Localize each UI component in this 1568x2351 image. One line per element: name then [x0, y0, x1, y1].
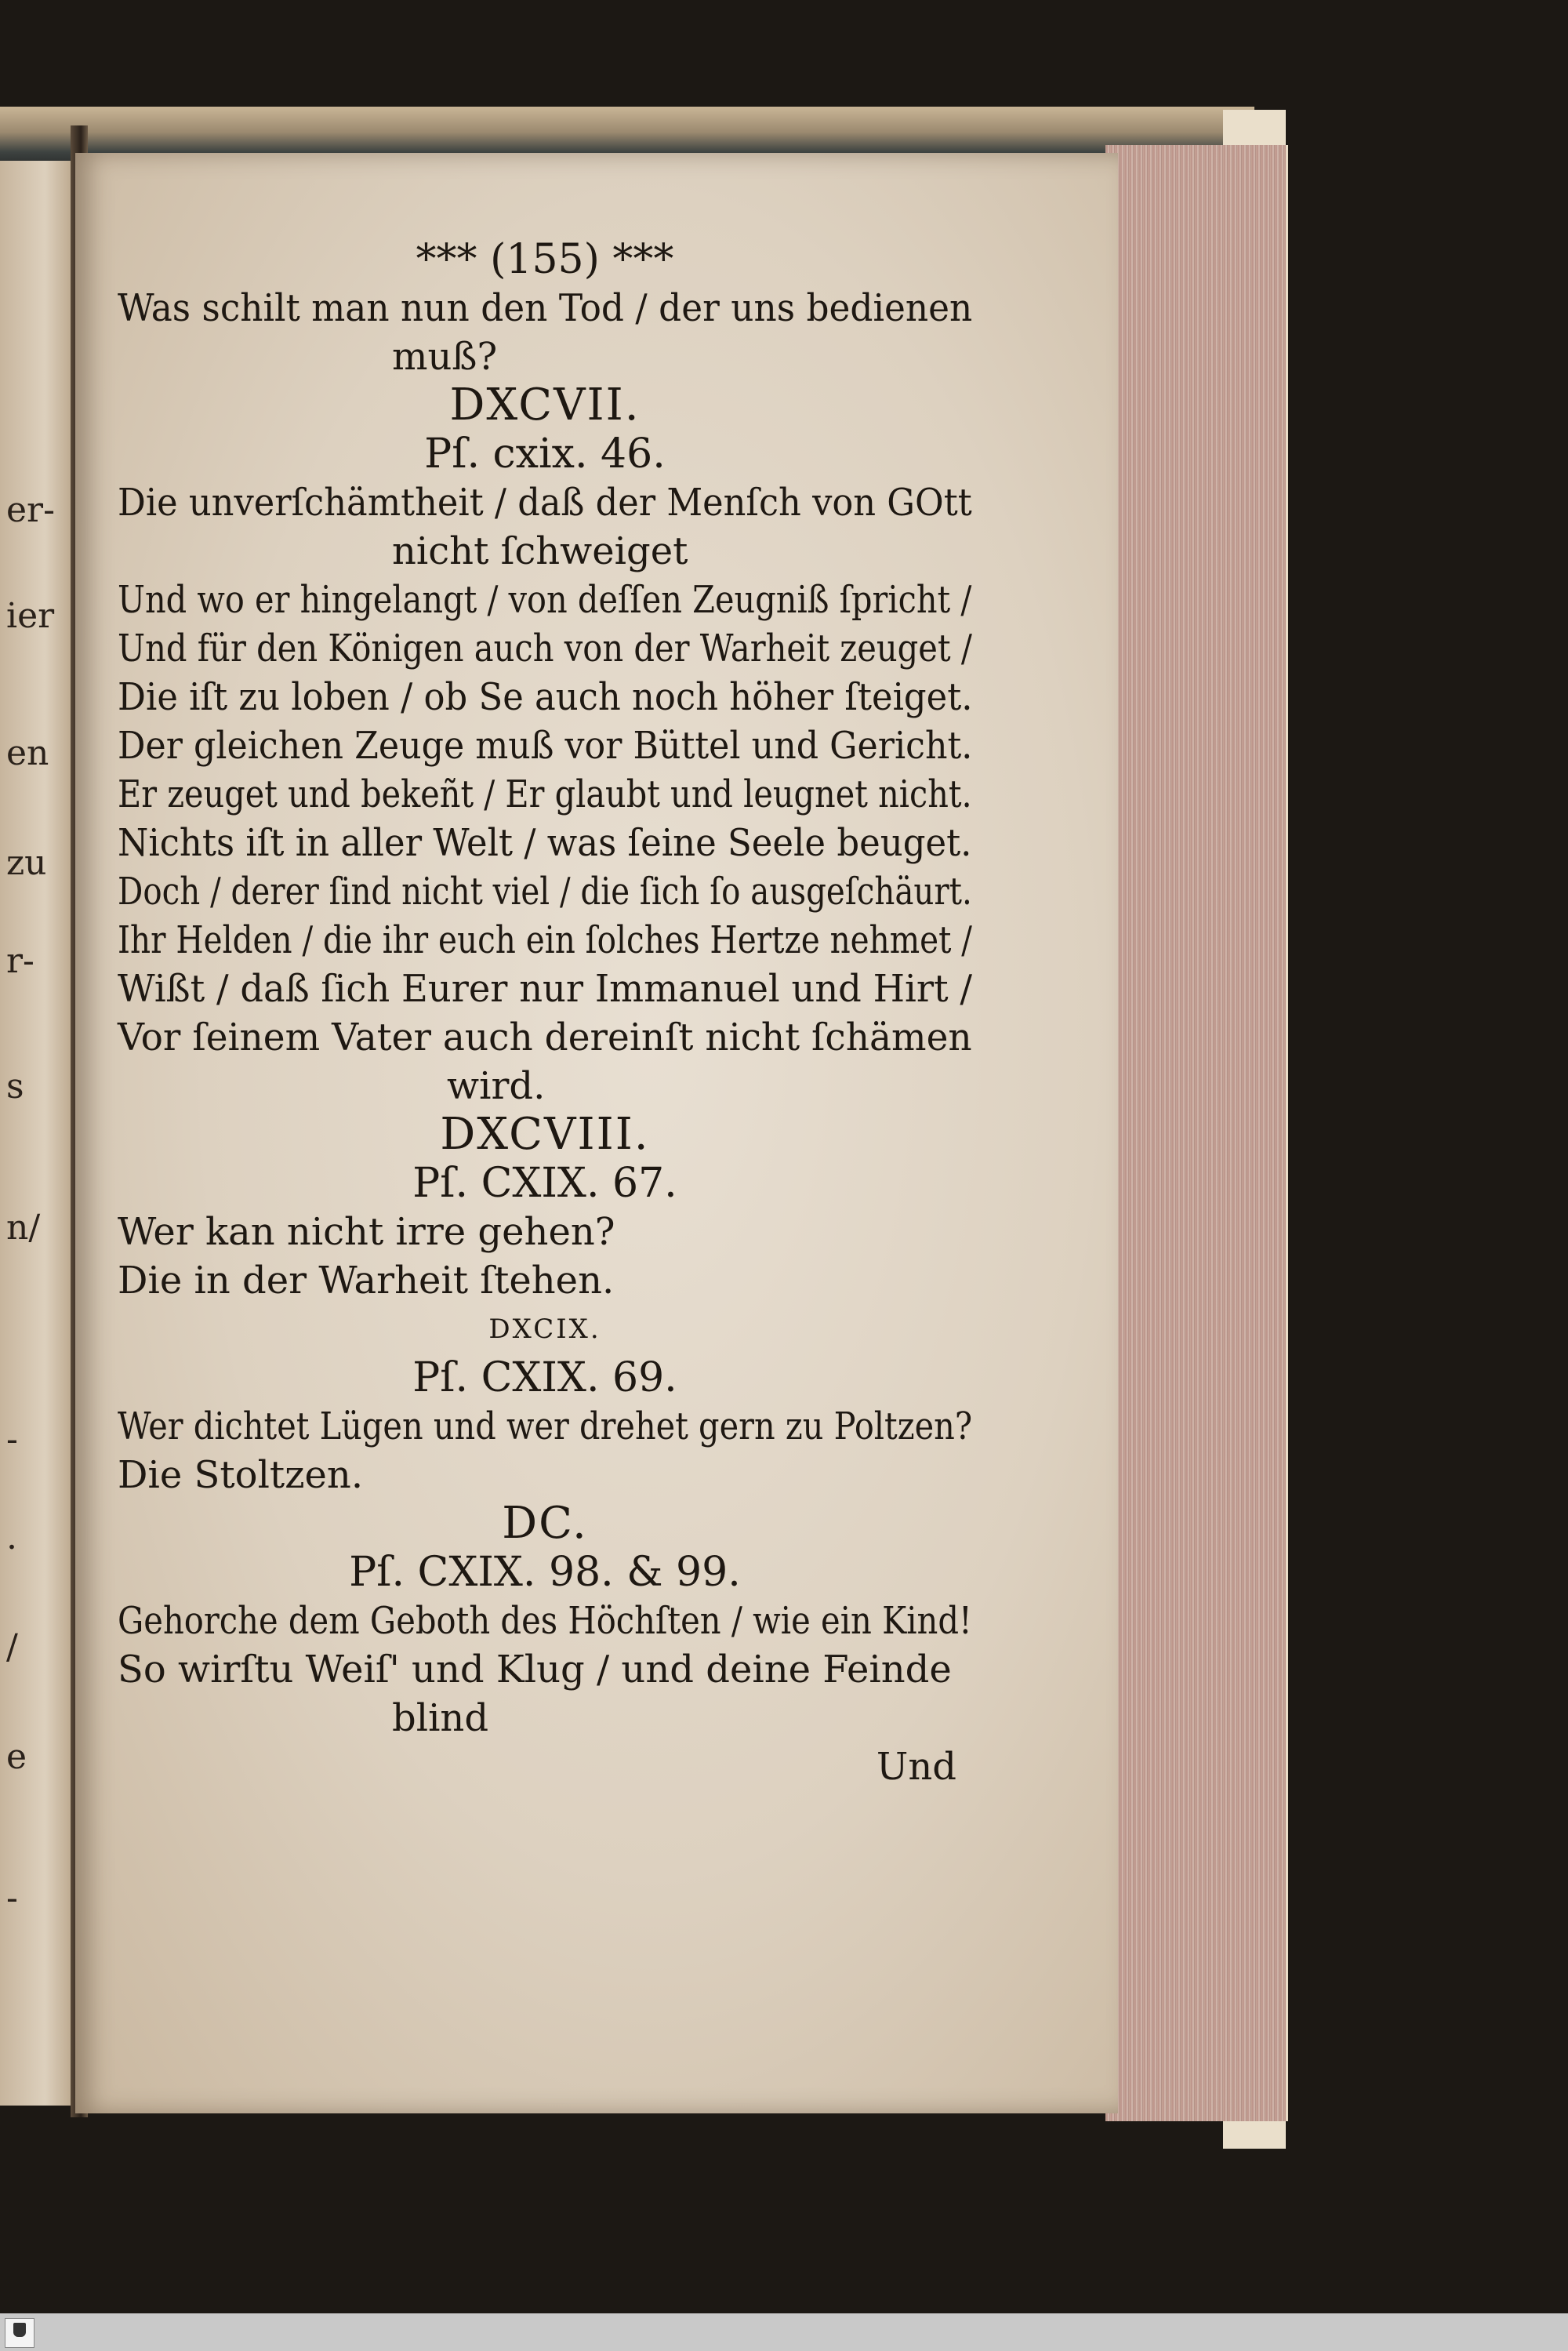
book-fore-edge	[1105, 145, 1288, 2121]
psalm-reference: Pſ. cxix. 46.	[424, 431, 666, 478]
left-page-fragment: r-	[6, 941, 34, 981]
text-line: Er zeuget und bekeñt / Er glaubt und leugnet nicht.	[118, 772, 972, 816]
left-page-fragment: /	[6, 1627, 18, 1667]
text-line: Wer kan nicht irre gehen?	[118, 1210, 615, 1254]
section-number: DXCVII.	[449, 380, 641, 431]
text-line: Was schilt man nun den Tod / der uns bedienen	[118, 286, 973, 330]
left-page-fragment: ier	[6, 596, 55, 636]
text-line: Ihr Helden / die ihr euch ein ſolches Hertze nehmet /	[118, 918, 972, 962]
psalm-reference: Pſ. CXIX. 67.	[412, 1160, 677, 1207]
text-line: nicht ſchweiget	[392, 529, 688, 573]
left-page-fragment: .	[6, 1517, 17, 1557]
text-line: Vor ſeinem Vater auch dereinſt nicht ſchämen	[118, 1016, 972, 1059]
library-logo-icon	[5, 2318, 34, 2348]
left-page-fragment: zu	[6, 843, 47, 883]
text-line: Wißt / daß ſich Eurer nur Immanuel und Hirt /	[118, 967, 973, 1011]
text-line: Nichts iſt in aller Welt / was ſeine Seele beuget.	[118, 821, 972, 865]
text-line: So wirſtu Weiſ' und Klug / und deine Feinde	[118, 1648, 952, 1691]
text-line: Wer dichtet Lügen und wer drehet gern zu Poltzen?	[118, 1404, 973, 1448]
left-page-fragment: -	[6, 1419, 18, 1459]
psalm-reference: Pſ. CXIX. 98. & 99.	[349, 1549, 741, 1596]
page-header: *** (155) ***	[416, 236, 674, 283]
text-line: wird.	[447, 1064, 546, 1108]
text-line: blind	[392, 1696, 489, 1740]
section-number: DXCIX.	[488, 1314, 601, 1345]
left-page-fragment: -	[6, 1878, 18, 1918]
left-page-fragment: en	[6, 733, 49, 773]
text-line: Und wo er hingelangt / von deſſen Zeugniß ſpricht /	[118, 578, 972, 622]
section-number: DC.	[502, 1498, 588, 1549]
left-page-edge	[0, 161, 75, 2106]
text-line: Die Stoltzen.	[118, 1453, 364, 1497]
text-line: Doch / derer ſind nicht viel / die ſich ſo ausgeſchäurt.	[118, 870, 972, 914]
page-text	[118, 235, 972, 1791]
text-line: muß?	[392, 335, 498, 379]
text-line: Die iſt zu loben / ob Se auch noch höher ſteiget.	[118, 675, 973, 719]
text-line: Gehorche dem Geboth des Höchſten / wie ein Kind!	[118, 1599, 972, 1643]
left-page-fragment: s	[6, 1066, 24, 1106]
left-page-fragment: er-	[6, 490, 55, 530]
catchword: Und	[876, 1745, 956, 1789]
left-page-fragment: e	[6, 1737, 27, 1777]
text-line: Die in der Warheit ſtehen.	[118, 1259, 615, 1303]
section-number: DXCVIII.	[440, 1109, 650, 1160]
viewer-bottom-bar	[0, 2313, 1568, 2351]
psalm-reference: Pſ. CXIX. 69.	[412, 1354, 677, 1401]
text-line: Die unverſchämtheit / daß der Menſch von GOtt	[118, 481, 972, 525]
text-line: Der gleichen Zeuge muß vor Büttel und Gericht.	[118, 724, 973, 768]
text-line: Und für den Königen auch von der Warheit zeuget /	[118, 627, 972, 670]
left-page-fragment: n/	[6, 1208, 41, 1248]
